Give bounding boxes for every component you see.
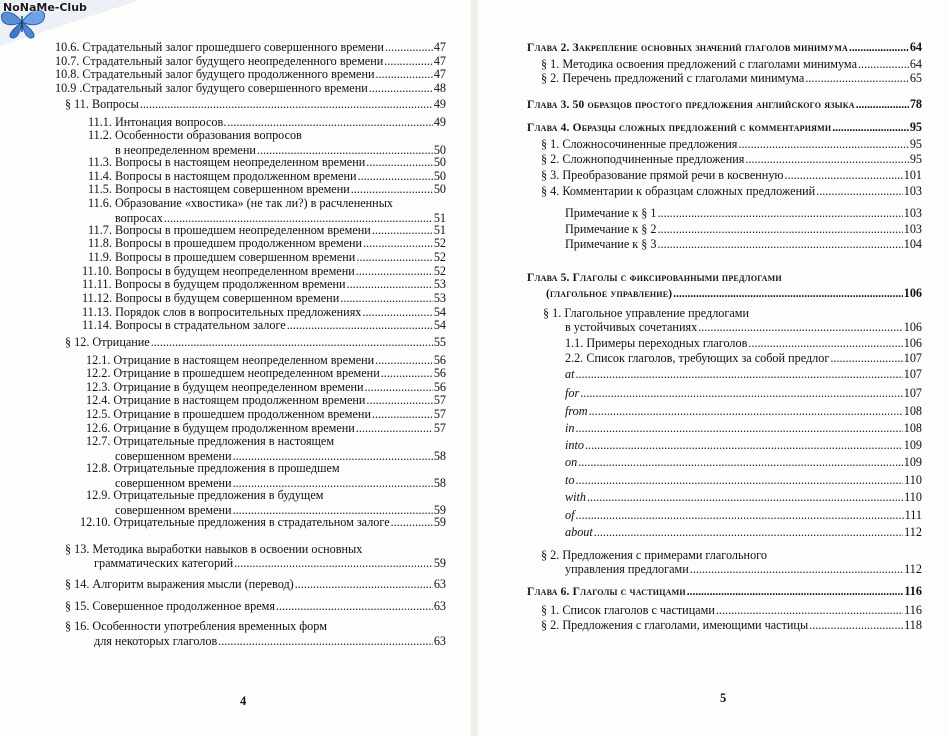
dot-leader <box>748 337 902 350</box>
dot-leader <box>698 321 903 334</box>
toc-entry-title: 11.3. Вопросы в настоящем неопределенном времени <box>88 155 366 169</box>
toc-entry-title: § 2. Перечень предложений с глаголами минимума <box>541 71 805 85</box>
dot-leader <box>356 265 433 278</box>
toc-entry-title: 12.7. Отрицательные предложения в настоящем <box>86 434 335 448</box>
toc-page-number: 107 <box>903 367 922 381</box>
toc-entry <box>55 82 446 95</box>
toc-entry-title-continued: грамматических категорий <box>94 556 234 570</box>
toc-entry <box>541 185 922 198</box>
toc-page-number: 58 <box>433 476 446 490</box>
toc-entry-title: 12.8. Отрицательные предложения в прошедшем <box>86 461 340 475</box>
toc-page-number: 110 <box>904 473 922 487</box>
dot-leader <box>578 456 903 469</box>
page-number: 5 <box>720 691 727 705</box>
dot-leader <box>276 600 433 613</box>
toc-entry-title: § 2. Сложноподчиненные предложения <box>541 152 745 166</box>
toc-entry-title: of <box>565 508 575 522</box>
toc-entry <box>80 516 446 529</box>
toc-entry-title: Глава 6. Глаголы с частицами <box>527 586 686 598</box>
toc-page-number: 50 <box>433 169 446 183</box>
toc-page-number: 57 <box>433 393 446 407</box>
toc-page-number: 54 <box>433 305 446 319</box>
toc-entry <box>541 138 922 151</box>
dot-leader <box>832 122 908 135</box>
toc-entry-title: 11.6. Образование «хвостика» (не так ли?) в расчлененных <box>88 196 393 210</box>
toc-page-number: 50 <box>433 155 446 169</box>
dot-leader <box>830 352 902 365</box>
toc-chapter-entry <box>527 272 782 285</box>
toc-page-number: 56 <box>433 366 446 380</box>
dot-leader <box>657 238 902 251</box>
dot-leader <box>372 224 433 237</box>
dot-leader <box>585 439 903 452</box>
toc-entry-title: 11.8. Вопросы в прошедшем продолженном времени <box>88 236 363 250</box>
dot-leader <box>589 405 903 418</box>
toc-entry-title: Примечание к § 1 <box>565 206 657 220</box>
dot-leader <box>375 354 433 367</box>
right-page <box>478 0 948 736</box>
watermark-logo <box>0 0 140 46</box>
toc-page-number: 112 <box>904 562 922 576</box>
toc-entry-title: § 14. Алгоритм выражения мысли (перевод) <box>65 577 294 591</box>
toc-entry-title: about <box>565 525 593 539</box>
toc-page-number: 101 <box>903 168 922 182</box>
dot-leader <box>816 185 903 198</box>
toc-entry <box>543 307 749 320</box>
dot-leader <box>587 491 903 504</box>
toc-entry-title-continued: (глагольное управление) <box>546 288 673 300</box>
dot-leader <box>580 387 902 400</box>
toc-page-number: 49 <box>433 97 446 111</box>
toc-entry-title: 1.1. Примеры переходных глаголов <box>565 336 748 350</box>
dot-leader <box>690 563 903 576</box>
toc-entry-title: 11.9. Вопросы в прошедшем совершенном времени <box>88 250 356 264</box>
toc-page-number: 59 <box>433 515 446 529</box>
toc-entry <box>86 367 446 380</box>
dot-leader <box>358 170 433 183</box>
watermark-text: NoNaMe-Club <box>3 1 87 14</box>
toc-entry-title: 12.2. Отрицание в прошедшем неопределенном времени <box>86 366 380 380</box>
toc-entry-title: 12.4. Отрицание в настоящем продолженном времени <box>86 393 366 407</box>
toc-entry-title: Примечание к § 3 <box>565 237 657 251</box>
dot-leader <box>805 72 908 85</box>
dot-leader <box>575 474 903 487</box>
toc-entry-title: Глава 5. Глаголы с фиксированными предлогами <box>527 272 782 284</box>
toc-entry-title: Глава 2. Закрепление основных значений глаголов минимума <box>527 42 848 54</box>
toc-page-number: 48 <box>433 81 446 95</box>
toc-entry-title: § 13. Методика выработки навыков в освоении основных <box>65 542 363 556</box>
toc-entry-title: Глава 4. Образцы сложных предложений с комментариями <box>527 122 832 134</box>
toc-entry <box>65 336 446 349</box>
dot-leader <box>356 251 432 264</box>
toc-entry-title: 12.1. Отрицание в настоящем неопределенном времени <box>86 353 375 367</box>
dot-leader <box>391 516 433 529</box>
toc-entry <box>565 387 922 400</box>
toc-entry-title: § 2. Предложения с примерами глагольного <box>541 548 767 562</box>
toc-entry-title: to <box>565 473 575 487</box>
toc-page-number: 64 <box>909 40 922 54</box>
toc-entry <box>86 394 446 407</box>
dot-leader <box>234 557 433 570</box>
toc-entry-title: 10.7. Страдательный залог будущего неопределенного времени <box>55 54 384 68</box>
toc-page-number: 108 <box>903 404 922 418</box>
dot-leader <box>372 408 433 421</box>
toc-page-number: 49 <box>433 115 446 129</box>
toc-page-number: 53 <box>433 277 446 291</box>
toc-entry-title: 11.7. Вопросы в прошедшем неопределенном времени <box>88 223 371 237</box>
toc-page-number: 107 <box>903 386 922 400</box>
toc-chapter-entry <box>527 98 922 112</box>
dot-leader <box>809 619 903 632</box>
dot-leader <box>384 55 433 68</box>
toc-entry <box>565 337 922 350</box>
toc-entry <box>565 456 922 469</box>
toc-page-number: 116 <box>904 603 922 617</box>
toc-chapter-entry <box>527 41 922 55</box>
toc-entry-title: 12.9. Отрицательные предложения в будущем <box>86 488 324 502</box>
toc-page-number: 106 <box>903 320 922 334</box>
dot-leader <box>347 278 433 291</box>
dot-leader <box>385 41 433 54</box>
left-page <box>0 0 470 736</box>
toc-entry-title: § 4. Комментарии к образцам сложных предложений <box>541 184 816 198</box>
toc-page-number: 51 <box>433 211 446 225</box>
toc-page-number: 95 <box>909 152 922 166</box>
toc-entry <box>565 207 922 220</box>
toc-page-number: 116 <box>904 584 922 598</box>
toc-entry-title: 10.8. Страдательный залог будущего продолженного времени <box>55 67 375 81</box>
toc-page-number: 47 <box>433 54 446 68</box>
toc-page-number: 110 <box>904 490 922 504</box>
toc-entry-title: 12.10. Отрицательные предложения в страдательном залоге <box>80 515 390 529</box>
toc-entry <box>541 604 922 617</box>
toc-entry-title: 10.9 .Страдательный залог будущего совершенного времени <box>55 81 368 95</box>
toc-page-number: 95 <box>909 137 922 151</box>
dot-leader <box>287 319 433 332</box>
toc-entry-title: § 1. Сложносочиненные предложения <box>541 137 738 151</box>
toc-entry-title: 10.6. Страдательный залог прошедшего совершенного времени <box>55 40 384 54</box>
toc-page-number: 95 <box>909 120 922 134</box>
dot-leader <box>687 586 904 599</box>
toc-entry <box>65 578 446 591</box>
toc-entry <box>82 278 446 291</box>
toc-entry-title: § 16. Особенности употребления временных форм <box>65 619 327 633</box>
book-gutter <box>470 0 478 736</box>
toc-entry <box>565 509 922 522</box>
toc-entry-title: § 12. Отрицание <box>65 335 150 349</box>
toc-page-number: 50 <box>433 143 446 157</box>
toc-page-number: 106 <box>903 286 922 300</box>
toc-page-number: 59 <box>433 556 446 570</box>
dot-leader <box>716 604 903 617</box>
dot-leader <box>295 578 433 591</box>
toc-entry-title: 12.5. Отрицание в прошедшем продолженном времени <box>86 407 371 421</box>
toc-entry <box>88 251 446 264</box>
toc-page-number: 58 <box>433 449 446 463</box>
toc-entry <box>541 58 922 71</box>
toc-entry-title-continued: вопросах <box>115 211 163 225</box>
toc-entry-title-continued: совершенном времени <box>115 449 232 463</box>
toc-entry-title: from <box>565 404 588 418</box>
toc-entry-title: 11.10. Вопросы в будущем неопределенном времени <box>82 264 355 278</box>
toc-entry-title: Глава 3. 50 образцов простого предложения английского языка <box>527 99 855 111</box>
toc-entry <box>565 422 922 435</box>
toc-entry-title: in <box>565 421 575 435</box>
dot-leader <box>575 509 903 522</box>
toc-entry-title: § 1. Глагольное управление предлогами <box>543 306 750 320</box>
toc-page-number: 59 <box>433 503 446 517</box>
dot-leader <box>366 394 432 407</box>
toc-entry-title-continued: управления предлогами <box>565 562 689 576</box>
toc-entry-title: 11.4. Вопросы в настоящем продолженном времени <box>88 169 357 183</box>
toc-page-number: 57 <box>433 421 446 435</box>
toc-entry-title: for <box>565 386 580 400</box>
toc-entry <box>541 619 922 632</box>
dot-leader <box>366 156 433 169</box>
toc-entry-title: into <box>565 438 584 452</box>
toc-page-number: 56 <box>433 353 446 367</box>
toc-entry <box>88 183 446 196</box>
toc-entry-title: § 1. Список глаголов с частицами <box>541 603 715 617</box>
toc-entry-title: 2.2. Список глаголов, требующих за собой предлог <box>565 351 830 365</box>
toc-entry <box>541 169 922 182</box>
toc-page-number: 53 <box>433 291 446 305</box>
toc-entry <box>65 98 446 111</box>
toc-page-number: 55 <box>433 335 446 349</box>
toc-entry <box>88 156 446 169</box>
toc-entry <box>82 292 446 305</box>
toc-page-number: 118 <box>904 618 922 632</box>
toc-entry-title: 12.3. Отрицание в будущем неопределенном времени <box>86 380 364 394</box>
toc-entry-title: at <box>565 367 575 381</box>
toc-entry <box>86 489 323 502</box>
toc-page-number: 52 <box>433 250 446 264</box>
toc-entry-title: 12.6. Отрицание в будущем продолженном времени <box>86 421 355 435</box>
toc-entry-continuation <box>94 635 446 648</box>
dot-leader <box>738 138 908 151</box>
toc-entry <box>565 352 922 365</box>
toc-entry <box>65 600 446 613</box>
dot-leader <box>376 68 433 81</box>
toc-entry-title-continued: совершенном времени <box>115 476 232 490</box>
dot-leader <box>151 336 433 349</box>
toc-page-number: 111 <box>904 508 922 522</box>
toc-entry <box>86 462 340 475</box>
dot-leader <box>351 183 433 196</box>
toc-entry <box>541 72 922 85</box>
toc-entry <box>565 368 922 381</box>
toc-entry-title: 11.13. Порядок слов в вопросительных предложениях <box>82 305 362 319</box>
dot-leader <box>745 153 908 166</box>
toc-page-number: 109 <box>903 455 922 469</box>
toc-page-number: 107 <box>903 351 922 365</box>
dot-leader <box>849 42 909 55</box>
toc-page-number: 63 <box>433 577 446 591</box>
toc-page-number: 106 <box>903 336 922 350</box>
toc-entry <box>541 153 922 166</box>
toc-entry-title: Примечание к § 2 <box>565 222 657 236</box>
toc-page-number: 63 <box>433 634 446 648</box>
toc-page-number: 64 <box>909 57 922 71</box>
toc-entry-title: § 3. Преобразование прямой речи в косвенную <box>541 168 784 182</box>
dot-leader <box>362 306 432 319</box>
dot-leader <box>657 207 902 220</box>
toc-entry <box>565 405 922 418</box>
toc-entry-title: 11.11. Вопросы в будущем продолженном времени <box>82 277 346 291</box>
dot-leader <box>218 635 433 648</box>
toc-page-number: 103 <box>903 206 922 220</box>
dot-leader <box>858 58 909 71</box>
toc-entry <box>86 408 446 421</box>
toc-entry-continuation <box>94 557 446 570</box>
toc-entry-title-continued: совершенном времени <box>115 503 232 517</box>
dot-leader <box>594 526 903 539</box>
toc-entry-continuation <box>565 563 922 576</box>
dot-leader <box>365 381 433 394</box>
toc-entry <box>565 223 922 236</box>
toc-entry <box>565 238 922 251</box>
toc-entry-title: § 11. Вопросы <box>65 97 139 111</box>
toc-page-number: 109 <box>903 438 922 452</box>
toc-entry-continuation <box>565 321 922 334</box>
toc-page-number: 54 <box>433 318 446 332</box>
toc-page-number: 50 <box>433 182 446 196</box>
toc-page-number: 56 <box>433 380 446 394</box>
toc-entry-continuation <box>546 287 922 301</box>
toc-entry-title: § 15. Совершенное продолженное время <box>65 599 275 613</box>
toc-page-number: 103 <box>903 222 922 236</box>
dot-leader <box>381 367 433 380</box>
toc-entry <box>565 526 922 539</box>
toc-entry-title: 11.12. Вопросы в будущем совершенном времени <box>82 291 340 305</box>
toc-entry-title: § 2. Предложения с глаголами, имеющими частицы <box>541 618 809 632</box>
toc-entry <box>82 319 446 332</box>
toc-page-number: 104 <box>903 237 922 251</box>
dot-leader <box>369 82 433 95</box>
dot-leader <box>140 98 433 111</box>
toc-page-number: 52 <box>433 236 446 250</box>
toc-page-number: 57 <box>433 407 446 421</box>
toc-chapter-entry <box>527 121 922 135</box>
toc-entry <box>65 543 362 556</box>
toc-entry <box>88 197 393 210</box>
toc-entry <box>541 549 767 562</box>
toc-page-number: 47 <box>433 67 446 81</box>
toc-page-number: 103 <box>903 184 922 198</box>
toc-page-number: 108 <box>903 421 922 435</box>
toc-entry <box>65 620 327 633</box>
toc-entry-title: 11.1. Интонация вопросов. <box>88 115 227 129</box>
page-number: 4 <box>240 694 247 708</box>
toc-page-number: 52 <box>433 264 446 278</box>
toc-entry <box>565 474 922 487</box>
toc-page-number: 78 <box>909 97 922 111</box>
toc-entry-title-continued: в неопределенном времени <box>115 143 256 157</box>
toc-page-number: 51 <box>433 223 446 237</box>
toc-entry-title-continued: в устойчивых сочетаниях <box>565 320 698 334</box>
toc-entry <box>86 435 334 448</box>
toc-page-number: 65 <box>909 71 922 85</box>
toc-page-number: 63 <box>433 599 446 613</box>
toc-entry-title: 11.14. Вопросы в страдательном залоге <box>82 318 286 332</box>
dot-leader <box>575 422 902 435</box>
toc-page-number: 112 <box>904 525 922 539</box>
toc-entry-title: with <box>565 490 586 504</box>
toc-entry <box>565 439 922 452</box>
dot-leader <box>785 169 903 182</box>
toc-entry-title-continued: для некоторых глаголов <box>94 634 218 648</box>
toc-chapter-entry <box>527 585 922 599</box>
toc-entry-title: on <box>565 455 578 469</box>
dot-leader <box>575 368 902 381</box>
toc-entry <box>55 68 446 81</box>
dot-leader <box>340 292 433 305</box>
toc-entry-title: 11.5. Вопросы в настоящем совершенном времени <box>88 182 350 196</box>
toc-entry <box>88 129 302 142</box>
toc-page-number: 47 <box>433 40 446 54</box>
toc-entry <box>88 237 446 250</box>
dot-leader <box>356 422 433 435</box>
toc-entry-title: § 1. Методика освоения предложений с глаголами минимума <box>541 57 857 71</box>
toc-entry-title: 11.2. Особенности образования вопросов <box>88 128 302 142</box>
toc-entry <box>565 491 922 504</box>
dot-leader <box>363 237 433 250</box>
dot-leader <box>673 288 902 301</box>
dot-leader <box>856 99 909 112</box>
dot-leader <box>657 223 902 236</box>
